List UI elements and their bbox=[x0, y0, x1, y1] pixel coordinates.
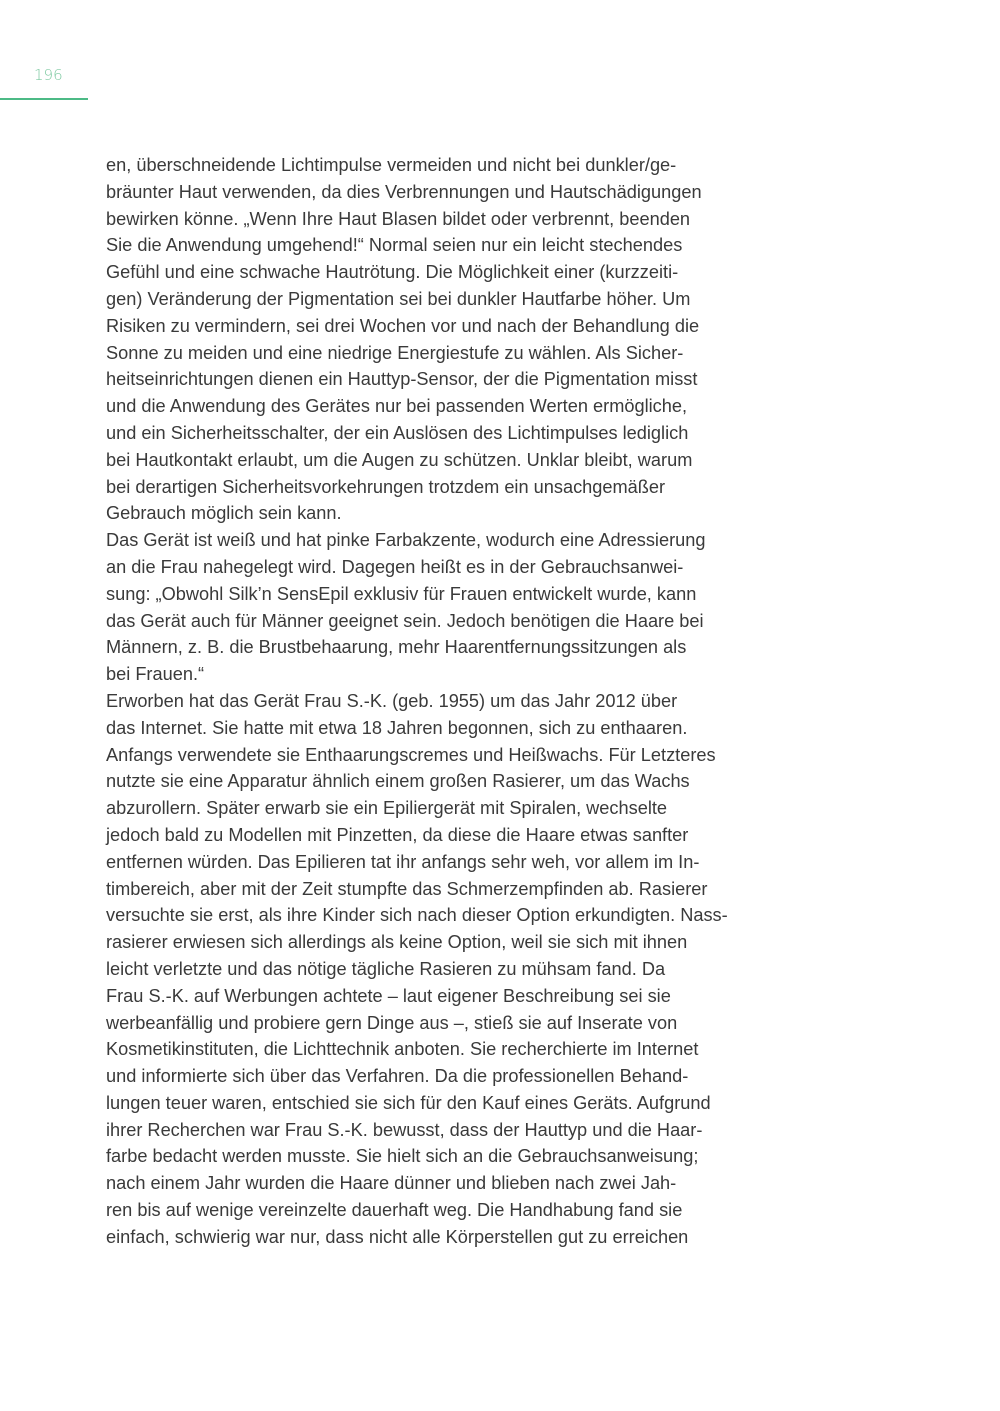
text-line: Anfangs verwendete sie Enthaarungscremes und Heißwachs. Für Letzteres bbox=[106, 744, 716, 765]
text-line: nutzte sie eine Apparatur ähnlich einem großen Rasierer, um das Wachs bbox=[106, 771, 690, 792]
text-line: Sonne zu meiden und eine niedrige Energiestufe zu wählen. Als Sicher- bbox=[106, 342, 684, 363]
text-line: jedoch bald zu Modellen mit Pinzetten, da diese die Haare etwas sanfter bbox=[106, 824, 689, 845]
text-line: versuchte sie erst, als ihre Kinder sich nach dieser Option erkundigten. Nass- bbox=[106, 905, 728, 926]
text-line: leicht verletzte und das nötige tägliche Rasieren zu mühsam fand. Da bbox=[106, 958, 666, 979]
text-line: werbeanfällig und probiere gern Dinge aus –, stieß sie auf Inserate von bbox=[106, 1012, 678, 1033]
text-line: sung: „Obwohl Silk’n SensEpil exklusiv für Frauen entwickelt wurde, kann bbox=[106, 583, 697, 604]
body-text bbox=[106, 152, 786, 1251]
text-line: Gebrauch möglich sein kann. bbox=[106, 503, 342, 524]
text-line: bei derartigen Sicherheitsvorkehrungen trotzdem ein unsachgemäßer bbox=[106, 476, 666, 497]
text-line: und informierte sich über das Verfahren. Da die professionellen Behand- bbox=[106, 1066, 689, 1087]
text-line: und die Anwendung des Gerätes nur bei passenden Werten ermögliche, bbox=[106, 396, 688, 417]
text-line: Gefühl und eine schwache Hautrötung. Die Möglichkeit einer (kurzzeiti- bbox=[106, 262, 679, 283]
text-line: heitseinrichtungen dienen ein Hauttyp-Sensor, der die Pigmentation misst bbox=[106, 369, 698, 390]
text-line: rasierer erwiesen sich allerdings als keine Option, weil sie sich mit ihnen bbox=[106, 932, 688, 953]
text-line: en, überschneidende Lichtimpulse vermeiden und nicht bei dunkler/ge- bbox=[106, 155, 677, 175]
text-line: Sie die Anwendung umgehend!“ Normal seien nur ein leicht stechendes bbox=[106, 235, 683, 256]
text-line: bei Hautkontakt erlaubt, um die Augen zu schützen. Unklar bleibt, warum bbox=[106, 449, 693, 470]
text-line: abzurollern. Später erwarb sie ein Epiliergerät mit Spiralen, wechselte bbox=[106, 798, 668, 819]
text-line: das Internet. Sie hatte mit etwa 18 Jahren begonnen, sich zu enthaaren. bbox=[106, 717, 688, 738]
text-line: einfach, schwierig war nur, dass nicht alle Körperstellen gut zu erreichen bbox=[106, 1226, 689, 1247]
text-line: Das Gerät ist weiß und hat pinke Farbakzente, wodurch eine Adressierung bbox=[106, 530, 706, 551]
text-line: nach einem Jahr wurden die Haare dünner und blieben nach zwei Jah- bbox=[106, 1173, 677, 1194]
text-line: gen) Veränderung der Pigmentation sei bei dunkler Hautfarbe höher. Um bbox=[106, 288, 691, 309]
text-line: timbereich, aber mit der Zeit stumpfte das Schmerzempfinden ab. Rasierer bbox=[106, 878, 708, 899]
text-line: Erworben hat das Gerät Frau S.-K. (geb. 1955) um das Jahr 2012 über bbox=[106, 690, 678, 711]
text-line: Kosmetikinstituten, die Lichttechnik anboten. Sie recherchierte im Internet bbox=[106, 1039, 699, 1060]
text-line: das Gerät auch für Männer geeignet sein. Jedoch benötigen die Haare bei bbox=[106, 610, 704, 631]
text-line: und ein Sicherheitsschalter, der ein Auslösen des Lichtimpulses lediglich bbox=[106, 422, 689, 443]
text-line: ihrer Recherchen war Frau S.-K. bewusst, dass der Hauttyp und die Haar- bbox=[106, 1119, 703, 1140]
text-line: bei Frauen.“ bbox=[106, 664, 205, 685]
page-number: 196 bbox=[34, 66, 63, 84]
text-line: ren bis auf wenige vereinzelte dauerhaft weg. Die Handhabung fand sie bbox=[106, 1200, 683, 1221]
text-line: entfernen würden. Das Epilieren tat ihr anfangs sehr weh, vor allem im In- bbox=[106, 851, 700, 872]
text-line: farbe bedacht werden musste. Sie hielt sich an die Gebrauchsanweisung; bbox=[106, 1146, 699, 1167]
text-line: Männern, z. B. die Brustbehaarung, mehr Haarentfernungssitzungen als bbox=[106, 637, 687, 658]
text-line: Frau S.-K. auf Werbungen achtete – laut eigener Beschreibung sei sie bbox=[106, 985, 671, 1006]
text-line: an die Frau nahegelegt wird. Dagegen heißt es in der Gebrauchsanwei- bbox=[106, 556, 684, 577]
text-line: lungen teuer waren, entschied sie sich für den Kauf eines Geräts. Aufgrund bbox=[106, 1092, 711, 1113]
text-line: Risiken zu vermindern, sei drei Wochen vor und nach der Behandlung die bbox=[106, 315, 700, 336]
text-line: bewirken könne. „Wenn Ihre Haut Blasen bildet oder verbrennt, beenden bbox=[106, 208, 691, 229]
text-line: bräunter Haut verwenden, da dies Verbrennungen und Hautschädigungen bbox=[106, 181, 702, 202]
header-rule bbox=[0, 98, 88, 100]
